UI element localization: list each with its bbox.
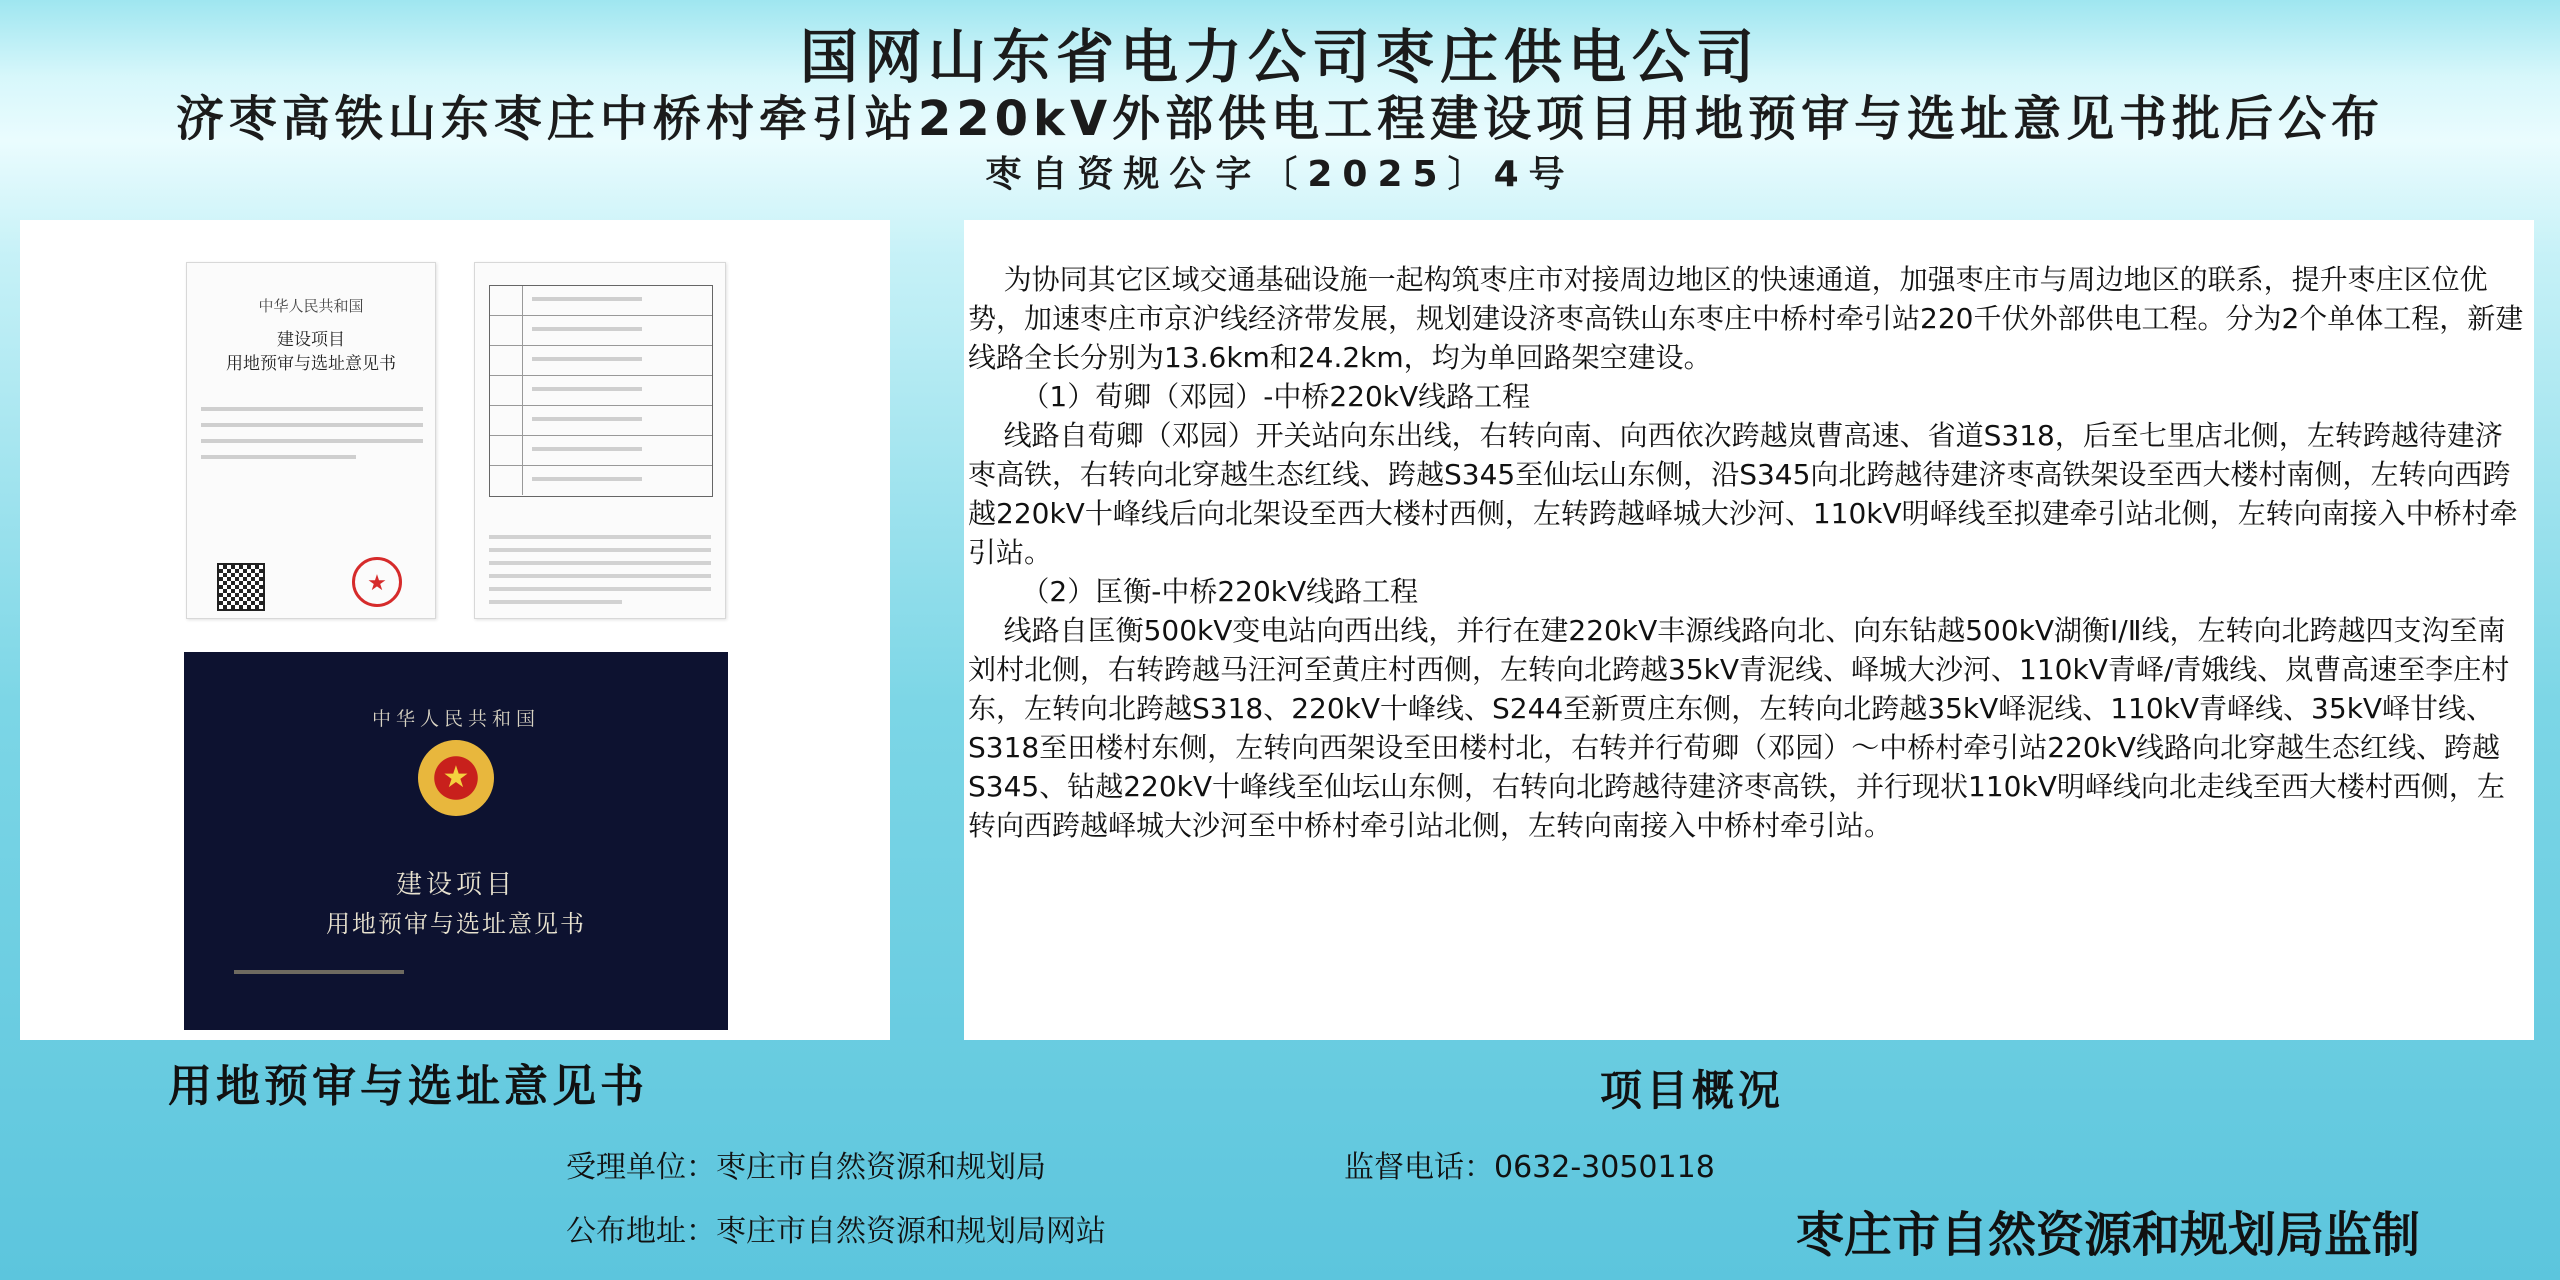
certificate-page-front	[186, 262, 436, 619]
certificate-image-panel	[20, 220, 890, 1040]
project-overview-panel	[964, 220, 2534, 1040]
certificate-notes-lines	[489, 535, 711, 613]
cover-issuer-line	[234, 970, 404, 974]
phone-info: 监督电话：0632-3050118	[1344, 1150, 1715, 1185]
address-info: 公布地址：枣庄市自然资源和规划局网站	[566, 1214, 1106, 1249]
cover-title-line1: 建设项目	[395, 870, 516, 900]
certificate-caption: 用地预审与选址意见书	[168, 1061, 648, 1112]
agency-info: 受理单位：枣庄市自然资源和规划局	[566, 1150, 1046, 1185]
certificate-form-table	[489, 285, 713, 497]
company-title: 国网山东省电力公司枣庄供电公司	[799, 23, 1760, 91]
certificate-country-label: 中华人民共和国	[258, 297, 364, 315]
cover-country-label: 中华人民共和国	[371, 708, 540, 730]
project-overview-text: 为协同其它区域交通基础设施一起构筑枣庄市对接周边地区的快速通道，加强枣庄市与周边地区的联系，提升枣庄区位优势，加速枣庄市京沪线经济带发展，规划建设济枣高铁山东枣庄中桥村牵引站220千伏外部供电工程。分为2个单体工程，新建线路全长分别为13.6km和24.2km，均为单回路架空建设。 （1）荀卿（邓园）-中桥220kV线路工程 线路自荀卿（邓园）开关站向东出线，右转向南、向西依次跨越岚曹高速、省道S318，后至七里店北侧，左转跨越待建济枣高铁，右转向北穿越生态红线、跨越S345至仙坛山东侧，沿S345向北跨越待建济枣高铁架设至西大楼村南侧，左转向西跨越220kV十峰线后向北架设至西大楼村西侧，左转跨越峄城大沙河、110kV明峄线至拟建牵引站北侧，左转向南接入中桥村牵引站。 （2）匡衡-中桥220kV线路工程 线路自匡衡500kV变电站向西出线，并行在建220kV丰源线路向北、向东钻越500kV湖衡Ⅰ/Ⅱ线，左转向北跨越四支沟至南刘村北侧，右转跨越马汪河至黄庄村西侧，左转向北跨越35kV青泥线、峄城大沙河、110kV青峄/青娥线、岚曹高速至李庄村东，左转向北跨越S318、220kV十峰线、S244至新贾庄东侧，左转向北跨越35kV峄泥线、110kV青峄线、35kV峄甘线、S318至田楼村东侧，左转向西架设至田楼村北，右转并行荀卿（邓园）～中桥村牵引站220kV线路向北穿越生态红线、跨越S345、钻越220kV十峰线至仙坛山东侧，右转向北跨越待建济枣高铁，并行现状110kV明峄线向北走线至西大楼村西侧，左转向西跨越峄城大沙河至中桥村牵引站北侧，左转向南接入中桥村牵引站。	[968, 263, 2524, 842]
certificate-title-line1: 建设项目	[277, 330, 345, 350]
certificate-title-line2: 用地预审与选址意见书	[226, 354, 396, 374]
cover-title-line2: 用地预审与选址意见书	[326, 910, 586, 938]
overview-caption: 项目概况	[1600, 1066, 1785, 1115]
certificate-cover	[184, 652, 728, 1030]
document-number: 枣自资规公字〔2025〕4号	[985, 154, 1575, 195]
project-title: 济枣高铁山东枣庄中桥村牵引站220kV外部供电工程建设项目用地预审与选址意见书批后公布	[175, 91, 2385, 147]
certificate-page-form	[474, 262, 726, 619]
red-seal-icon: ★	[352, 557, 402, 607]
qr-code	[217, 563, 265, 611]
supervision-label: 枣庄市自然资源和规划局监制	[1796, 1207, 2421, 1263]
certificate-body-text	[201, 401, 423, 471]
national-emblem-icon: ★	[418, 740, 494, 816]
